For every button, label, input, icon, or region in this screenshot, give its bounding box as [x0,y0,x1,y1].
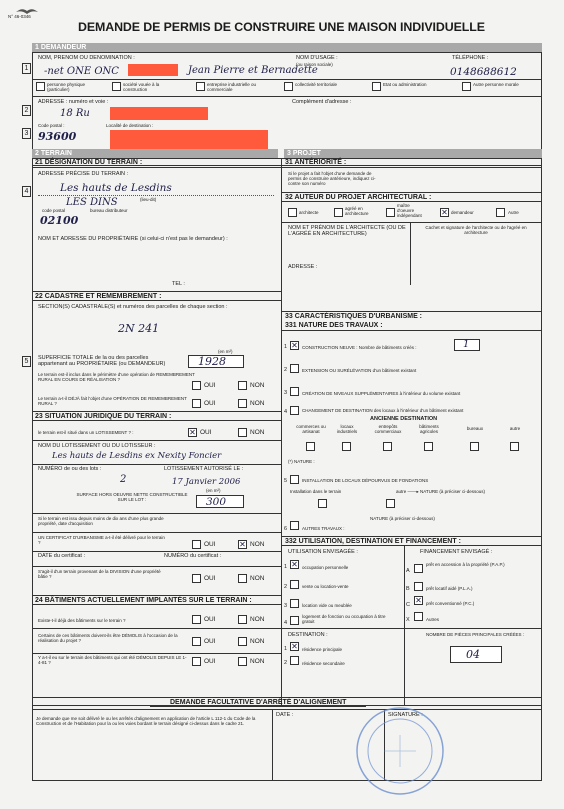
kind-label-3: entreprise industrielle ou commerciale [207,82,257,92]
phone-label: TÉLÉPHONE : [452,55,489,61]
install-checkbox-1[interactable] [318,499,327,508]
divider [282,222,542,223]
lot-non-checkbox[interactable] [238,428,247,437]
usage-label-3: location vide ou meublée [302,603,352,608]
kind-checkbox-1[interactable] [36,82,45,91]
dest-checkbox-4[interactable] [424,442,433,451]
fin-label-3: prêt conventionné (P.C.) [426,601,475,606]
form-title: DEMANDE DE PERMIS DE CONSTRUIRE UNE MAISON INDIVIDUELLE [78,20,485,34]
fin-label-1: prêt en accession à la propriété (P.A.P.) [426,562,505,567]
surface-value: 1928 [198,355,226,368]
dest-checkbox-6[interactable] [510,442,519,451]
remb2-oui-label: OUI [204,400,216,407]
lot-number-value[interactable]: 2 [120,474,127,485]
author-label-1: architecte [299,210,319,215]
div-non-checkbox[interactable] [238,574,247,583]
bureau-label: bureau distributeur [90,208,128,213]
alignment-title: DEMANDE FACULTATIVE D'ARRÊTÉ D'ALIGNEMENT [150,699,366,707]
architect-sign-label: Cachet et signature de l'architecte ou de l'agréé en architecture [425,225,527,235]
heading-21: 21 DÉSIGNATION DU TERRAIN : [32,158,281,168]
official-stamp [354,705,446,797]
lotissement-question: le terrain est-il situé dans un LOTISSEMENT ? : [38,430,134,435]
remb1-question: Le terrain est-il inclus dans le périmètre d'une opération de REMEMBREMENT RURAL EN COURS DE RÉALISATION ? [38,372,195,382]
bat3-non-label: NON [250,658,265,665]
dest-col-3: entrepôts commerciaux [374,424,402,434]
work-number-1: 1 [284,344,288,350]
destination-label-1: résidence principale [302,647,343,652]
form-number: N° 46-0346 [8,14,31,19]
rooms-heading: NOMBRE DE PIÈCES PRINCIPALES CRÉÉES : [426,632,524,637]
work-label-3: CRÉATION DE NIVEAUX SUPPLÉMENTAIRES à l'intérieur du volume existant [302,391,461,396]
kind-checkbox-2[interactable] [112,82,121,91]
usage-number-4: 4 [284,620,288,626]
heading-33: 33 CARACTÉRISTIQUES D'URBANISME : [282,311,542,321]
author-checkbox-5[interactable] [496,208,505,217]
architect-name-label: NOM ET PRÉNOM DE L'ARCHITECTE (OU DE L'AGRÉÉ EN ARCHITECTURE) [288,225,406,237]
cu-number-label: NUMÉRO du certificat : [164,553,222,559]
work-label-4: CHANGEMENT DE DESTINATION des locaux à l'intérieur d'un bâtiment existant [302,408,464,413]
usage-label-2: vente ou location-vente [302,584,349,589]
owner-label: NOM ET ADRESSE DU PROPRIÉTAIRE (si celui-ci n'est pas le demandeur) : [38,236,228,242]
dest-number-2: 2 [284,660,288,666]
remb1-oui-label: OUI [204,382,216,389]
work-label-6: AUTRES TRAVAUX : [302,526,345,531]
fin-checkbox-3[interactable]: ✕ [415,596,422,605]
cu-oui-checkbox[interactable] [192,540,201,549]
lot-oui-checkbox[interactable]: ✕ [189,428,196,437]
surface-label: SUPERFICIE TOTALE de la ou des parcelles appartenant au PROPRIÉTAIRE (ou DEMANDEUR) [38,355,166,367]
address-value[interactable]: 18 Ru [60,108,90,119]
bat1-oui-checkbox[interactable] [192,615,201,624]
dest-col-5: bureaux [466,426,484,431]
usage-heading: UTILISATION ENVISAGÉE : [288,549,358,555]
heading-331: 331 NATURE DES TRAVAUX : [282,321,542,331]
work-label-2: EXTENSION OU SURÉLÉVATION d'un bâtiment existant [302,368,417,373]
work-checkbox-2[interactable] [290,364,299,373]
redaction-address [110,107,208,120]
section1-band: 1 DEMANDEUR [32,43,542,52]
name-value[interactable]: -net ONE ONC [44,66,119,77]
install-sub-label: Installation dans le terrain [290,489,342,494]
remb2-non-label: NON [250,400,265,407]
detach-question: Si le terrain est issu depuis moins de dix ans d'une plus grande propriété, date d'acquisition [38,516,164,526]
fin-letter-a: A [406,568,410,574]
commune-value[interactable]: LES DINS [66,197,118,208]
shon-unit: (en m²) [206,488,221,493]
usage-checkbox-3[interactable] [290,599,299,608]
financing-heading: FINANCEMENT ENVISAGÉ : [420,549,493,555]
dest-col-2: locaux industriels [336,424,358,434]
alignment-date-label: DATE : [276,712,294,718]
heading-24: 24 BÂTIMENTS ACTUELLEMENT IMPLANTÉS SUR LE TERRAIN : [32,595,281,605]
usage-label: NOM D'USAGE : [296,55,338,61]
fin-label-2: prêt locatif aidé (P.L.A.) [426,586,473,591]
destination-heading: DESTINATION : [288,632,328,638]
usage-number-2: 2 [284,584,288,590]
address-label: ADRESSE : numéro et voie : [38,99,109,105]
usage-checkbox-2[interactable] [290,580,299,589]
div-non-label: NON [250,575,265,582]
heading-32: 32 AUTEUR DU PROJET ARCHITECTURAL : [282,192,542,202]
lotissement-name-label: NOM DU LOTISSEMENT OU DU LOTISSEUR : [38,443,156,449]
row-marker-2: 2 [22,105,31,116]
lot-non-label: NON [250,429,265,436]
lot-number-label: NUMÉRO de ou des lots : [38,466,102,472]
dest-col-1: commerces ou artisanat [296,424,326,434]
kind-label-2: société vouée à la construction [123,82,160,92]
dest-col-6: autre [509,426,521,431]
usage-checkbox-1[interactable]: ✕ [291,560,298,569]
dest-number-1: 1 [284,646,288,652]
locality-label: Localité de destination : [106,123,154,128]
remb2-question: Le terrain a-t-il DÉJÀ fait l'objet d'une OPÉRATION DE REMEMBREMENT RURAL ? [38,396,187,406]
heading-22: 22 CADASTRE ET REMEMBREMENT : [32,291,281,301]
alignment-signature-label: SIGNATURE : [388,712,423,718]
divider [32,709,542,710]
column-divider [281,158,282,706]
bat1-non-label: NON [250,616,265,623]
divider [32,96,542,97]
bat2-non-label: NON [250,638,265,645]
author-checkbox-1[interactable] [288,208,297,217]
author-label-2: agréé en architecture [345,206,369,216]
divider [32,566,281,567]
division-question: S'agit-il d'un terrain provenant de la DIVISION d'une propriété bâtie ? [38,569,161,579]
sections-value[interactable]: 2N 241 [118,322,160,335]
divider [410,222,411,285]
redaction-name [128,64,178,76]
anteriority-text: Si le projet a fait l'objet d'une demande de permis de construire antérieure, indiquez ci-contre son numéro [288,171,376,186]
work-number-5: 5 [284,478,288,484]
terrain-cp-value[interactable]: 02100 [40,214,79,227]
remb2-oui-checkbox[interactable] [192,399,201,408]
dotted-line [38,195,274,196]
author-checkbox-3[interactable] [386,208,395,217]
divider [272,709,273,781]
sections-label: SECTION(S) CADASTRALE(S) et numéros des parcelles de chaque section : [38,304,228,310]
work-number-4: 4 [284,409,288,415]
author-checkbox-2[interactable] [334,208,343,217]
bat1-question: Existe-t-il déjà des bâtiments sur le terrain ? [38,618,126,623]
install-checkbox-2[interactable] [386,499,395,508]
nature-label: (*) NATURE : [288,459,315,464]
bat3-question: Y a-t-il eu sur le terrain des bâtiments qui ont été DÉMOLIS DEPUIS LE 1-4-81 ? [38,655,187,665]
work-label-1: CONSTRUCTION NEUVE : Nombre de bâtiments créés : [302,345,417,350]
divider [32,79,542,80]
row-marker-5: 5 [22,356,31,367]
dest-checkbox-1[interactable] [306,442,315,451]
divider [404,546,405,706]
section3-band: 3 PROJET [284,149,542,158]
postal-code-label: Code postal : [38,123,65,128]
dest-checkbox-5[interactable] [470,442,479,451]
terrain-address-label: ADRESSE PRÉCISE DU TERRAIN : [38,171,129,177]
bat3-non-checkbox[interactable] [238,657,247,666]
buildings-count: 1 [463,339,470,350]
marianne-logo [14,3,40,13]
work-checkbox-3[interactable] [290,387,299,396]
div-oui-label: OUI [204,575,216,582]
autre-nature-label: autre ——▸ NATURE (à préciser ci-dessous) [396,489,485,494]
divider [32,464,281,465]
lieudit-label: (lieu-dit) [140,197,157,202]
work-number-2: 2 [284,367,288,373]
remb2-non-checkbox[interactable] [238,399,247,408]
divider [32,551,281,552]
bat3-oui-checkbox[interactable] [192,657,201,666]
lot-authorized-label: LOTISSEMENT AUTORISÉ LE : [164,466,244,472]
work-number-3: 3 [284,390,288,396]
fin-label-4: Autres [426,617,440,622]
work-label-5: INSTALLATION DE LOCAUX DÉPOURVUS DE FONDATIONS [302,478,429,483]
author-label-5: Autre [508,210,519,215]
kind-label-5: Etat ou administration [383,82,427,87]
bat2-question: Certains de ces bâtiments doivent-ils être DÉMOLIS à l'occasion de la réalisation du projet ? [38,633,178,643]
rooms-value: 04 [466,648,480,661]
heading-23: 23 SITUATION JURIDIQUE DU TERRAIN : [32,411,281,421]
kind-checkbox-4[interactable] [284,82,293,91]
bat3-oui-label: OUI [204,658,216,665]
work-checkbox-6[interactable] [290,521,299,530]
tel-label: TEL : [172,281,185,287]
row-marker-3: 3 [22,128,31,139]
shon-label: SURFACE HORS OEUVRE NETTE CONSTRUCTIBLE SUR LE LOT : [76,492,188,502]
fin-letter-x: X [406,617,410,623]
bat2-oui-label: OUI [204,638,216,645]
lot-authorized-value[interactable]: 17 Janvier 2006 [172,477,241,487]
dest-col-4: bâtiments agricoles [419,424,439,434]
author-label-4: demandeur [451,210,474,215]
usage-number-1: 1 [284,564,288,570]
shon-value: 300 [206,496,227,508]
kind-label-1: personne physique (particulier) [47,82,86,92]
divider [32,513,281,514]
heading-332: 332 UTILISATION, DESTINATION ET FINANCEMENT : [282,536,542,546]
divider [32,532,281,533]
kind-label-6: Autre personne morale [473,82,519,87]
lot-oui-label: OUI [200,429,212,436]
cu-non-checkbox[interactable]: ✕ [239,540,246,549]
bat2-oui-checkbox[interactable] [192,637,201,646]
destination-checkbox-2[interactable] [290,656,299,665]
divider [282,628,542,629]
nature-precise-label: NATURE (à préciser ci-dessous) [370,516,435,521]
destination-checkbox-1[interactable]: ✕ [291,642,298,651]
fin-letter-b: B [406,586,410,592]
dest-checkbox-3[interactable] [383,442,392,451]
kind-checkbox-6[interactable] [462,82,471,91]
usage-number-3: 3 [284,603,288,609]
remb1-non-checkbox[interactable] [238,381,247,390]
remb1-non-label: NON [250,382,265,389]
row-marker-1: 1 [22,63,31,74]
terrain-address-value[interactable]: Les hauts de Lesdins [60,182,172,194]
phone-value[interactable]: 0148688612 [450,66,517,78]
author-checkbox-4[interactable]: ✕ [441,208,448,217]
usage-checkbox-4[interactable] [290,616,299,625]
work-checkbox-1[interactable]: ✕ [291,341,298,350]
work-checkbox-5[interactable] [290,475,299,484]
name-label: NOM, PRENOM OU DENOMINATION : [38,55,135,61]
destination-label-2: résidence secondaire [302,661,345,666]
cu-question: UN CERTIFICAT D'URBANISME a-t-il été délivré pour le terrain ? [38,535,165,545]
usage-sub: (ou raison sociale) [296,62,333,67]
remb1-oui-checkbox[interactable] [192,381,201,390]
fin-checkbox-2[interactable] [414,582,423,591]
heading-31: 31 ANTÉRIORITÉ : [282,158,542,168]
postal-code-value[interactable]: 93600 [38,130,77,143]
work-number-6: 6 [284,526,288,532]
kind-label-4: collectivité territoriale [295,82,338,87]
kind-checkbox-5[interactable] [372,82,381,91]
bat2-non-checkbox[interactable] [238,637,247,646]
terrain-cp-label: code postal [42,208,66,213]
divider [32,653,281,654]
usage-label-4: logement de fonction ou occupation à titre gratuit [302,614,386,624]
cu-non-label: NON [250,541,265,548]
divider [32,440,281,441]
work-checkbox-4[interactable] [290,406,299,415]
cu-date-label: DATE du certificat : [38,553,85,559]
dest-checkbox-2[interactable] [342,442,351,451]
architect-address-label: ADRESSE : [288,264,318,270]
cu-oui-label: OUI [204,541,216,548]
row-marker-4: 4 [22,186,31,197]
name-value-2[interactable]: Jean Pierre et Bernadette [188,65,318,76]
fin-checkbox-4[interactable] [414,612,423,621]
address-complement-label: Complément d'adresse : [292,99,352,105]
alignment-text: Je demande que me soit délivré le ou les arrêtés d'alignement en application de l'article L 112-1 du Code de la Construction et de l'Habitation pour la ou les voies bordant le terrain désigné ci-dessus dans le cadre 21. [36,716,256,726]
bat1-oui-label: OUI [204,616,216,623]
fin-checkbox-1[interactable] [414,564,423,573]
fin-letter-c: C [406,602,410,608]
divider [32,628,281,629]
ancienne-destination: ANCIENNE DESTINATION [370,416,438,422]
bat1-non-checkbox[interactable] [238,615,247,624]
surface-unit: (en m²) [218,349,233,354]
kind-checkbox-3[interactable] [196,82,205,91]
usage-label-1: occupation personnelle [302,565,349,570]
author-label-3: maître d'oeuvre indépendant [397,203,422,218]
section2-band: 2 TERRAIN [32,149,278,158]
lotissement-name-value[interactable]: Les hauts de Lesdins ex Nexity Foncier [52,451,222,461]
div-oui-checkbox[interactable] [192,574,201,583]
